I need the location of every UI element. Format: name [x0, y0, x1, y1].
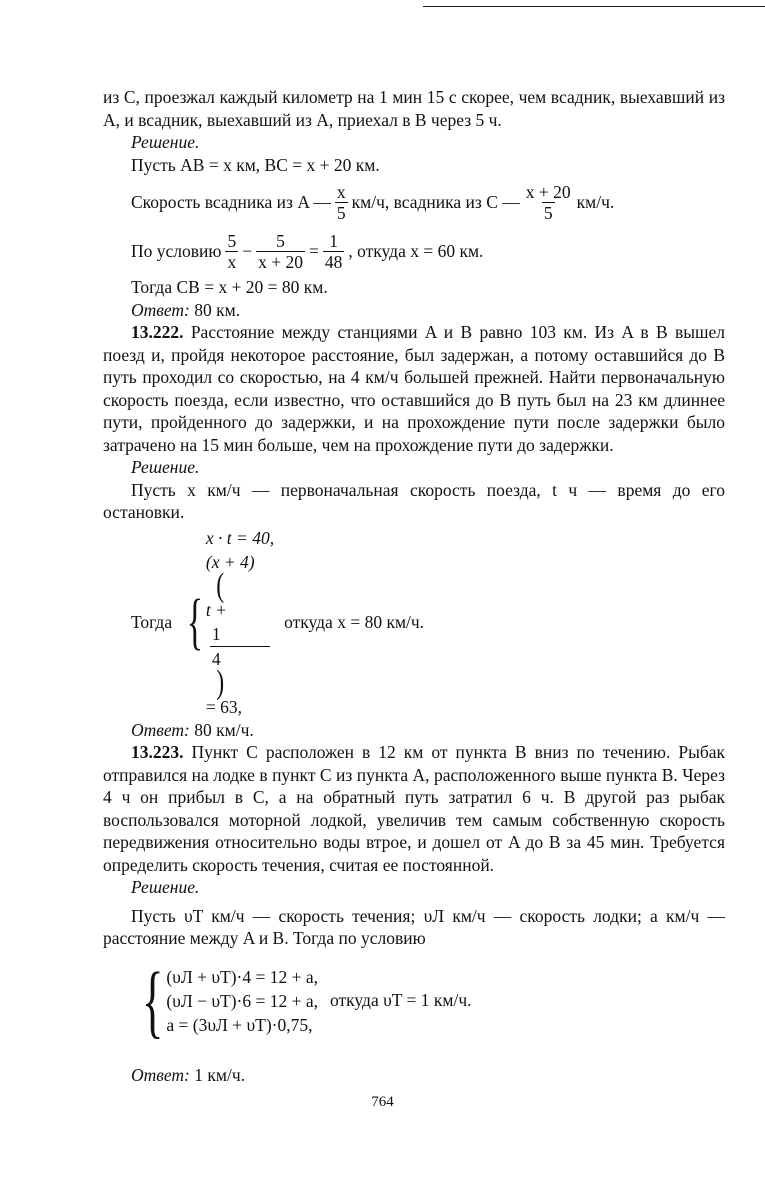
equation-2 [206, 550, 274, 719]
solution-let: Пусть AB = x км, BC = x + 20 км. [131, 154, 380, 175]
answer-1 [103, 299, 725, 322]
speed-mid: км/ч, всадника из C — [351, 192, 520, 213]
equation-system [180, 526, 274, 719]
fraction-a-num: x [336, 182, 346, 202]
fraction-2-num: 5 [276, 231, 285, 251]
equation-3: a = (3υЛ + υT)·0,75, [166, 1014, 313, 1035]
result: откуда x = 80 км/ч. [284, 611, 425, 632]
fraction-c [524, 182, 573, 223]
solution-label: Решение. [131, 132, 200, 152]
page-number: 764 [371, 1094, 394, 1110]
brace: { [141, 954, 164, 1046]
speed-prefix: Скорость всадника из A — [131, 192, 331, 213]
answer-223 [103, 1064, 725, 1087]
page-body [103, 86, 725, 1086]
solution-let: Пусть x км/ч — первоначальная скорость поезда, t ч — время до его остановки. [103, 479, 725, 522]
fraction-3-den: 48 [324, 252, 343, 272]
fraction-1 [225, 231, 238, 272]
fraction-3 [323, 231, 345, 272]
eq2-num: 1 [211, 623, 221, 644]
system-223 [133, 954, 725, 1046]
answer-value: 1 км/ч. [194, 1064, 245, 1085]
equation-lines [166, 965, 318, 1037]
speed-suffix: км/ч. [576, 192, 615, 213]
equation-1: (υЛ + υT)·4 = 12 + a, [166, 966, 318, 987]
solution-label: Решение. [131, 877, 200, 897]
solution-let: Пусть υT км/ч — скорость течения; υЛ км/ч — скорость лодки; a км/ч — расстояние между A и B. Тогда по условию [103, 905, 725, 948]
minus-sign: − [242, 241, 253, 262]
fraction-2 [256, 231, 305, 272]
fraction-3-num: 1 [329, 231, 338, 251]
fraction-c-den: 5 [543, 203, 553, 223]
equation-system [133, 954, 318, 1046]
eq2-den: 4 [210, 646, 270, 671]
equation-2-c: = 63, [205, 696, 242, 717]
fraction-1-den: x [227, 252, 237, 272]
paren-open: ( [216, 566, 225, 604]
fraction-a-den: 5 [336, 203, 346, 223]
answer-label: Ответ: [131, 299, 190, 320]
header-rule [423, 6, 765, 7]
system-222 [131, 526, 725, 719]
brace: { [186, 588, 204, 656]
answer-value: 80 км. [194, 299, 241, 320]
problem-number: 13.223. [131, 742, 184, 762]
fraction-2-den: x + 20 [258, 252, 303, 272]
problem-text: Расстояние между станциями A и B равно 103 км. Из A в B вышел поезд и, пройдя некоторое расстояние, был задержан, а потому оставшийся до B путь проходил со скоростью, на 4 км/ч большей прежней. Найти первоначальную скорость поезда, если известно, что оставшийся до B путь был на 23 км длиннее пути, пройденного до задержки, и на прохождение пути после задержки было затрачено на 15 мин больше, чем на прохождение пути до задержки. [103, 322, 725, 455]
paren-close: ) [216, 663, 225, 701]
fraction-1-num: 5 [227, 231, 237, 251]
problem-number: 13.222. [131, 322, 184, 342]
equation-2-a: (x + 4) [205, 551, 255, 572]
equation-1: x · t = 40, [205, 527, 275, 548]
condition-line [131, 231, 725, 272]
problem-222 [103, 321, 725, 456]
equation-2-b: t + [205, 599, 227, 620]
problem-223 [103, 741, 725, 876]
answer-222 [103, 719, 725, 742]
fraction-a [335, 182, 348, 223]
fraction-c-num: x + 20 [525, 182, 571, 202]
answer-label: Ответ: [131, 719, 190, 740]
answer-value: 80 км/ч. [194, 719, 254, 740]
then-line: Тогда CB = x + 20 = 80 км. [131, 277, 328, 297]
solution-label: Решение. [131, 457, 200, 477]
equation-lines [206, 526, 274, 719]
then-word: Тогда [131, 611, 173, 632]
result: откуда υT = 1 км/ч. [329, 990, 472, 1011]
speed-line [131, 182, 725, 223]
equation-2: (υЛ − υT)·6 = 12 + a, [166, 990, 318, 1011]
problem-text: Пункт C расположен в 12 км от пункта B вниз по течению. Рыбак отправился на лодке в пункт C из пункта A, расположенного выше пункта B. Через 4 ч он прибыл в C, а на обратный путь затратил 6 ч. В другой раз рыбак воспользовался моторной лодкой, увеличив тем самым собственную скорость передвижения относительно воды втрое, и дошел от A до B за 45 мин. Требуется определить скорость течения, считая ее постоянной. [103, 742, 725, 875]
condition-prefix: По условию [131, 241, 222, 262]
equals-sign: = [308, 241, 319, 262]
condition-suffix: , откуда x = 60 км. [348, 241, 484, 262]
intro-text: из C, проезжал каждый километр на 1 мин 15 с скорее, чем всадник, выехавший из A, и всадник, выехавший из A, приехал в B через 5 ч. [103, 87, 725, 130]
answer-label: Ответ: [131, 1064, 190, 1085]
